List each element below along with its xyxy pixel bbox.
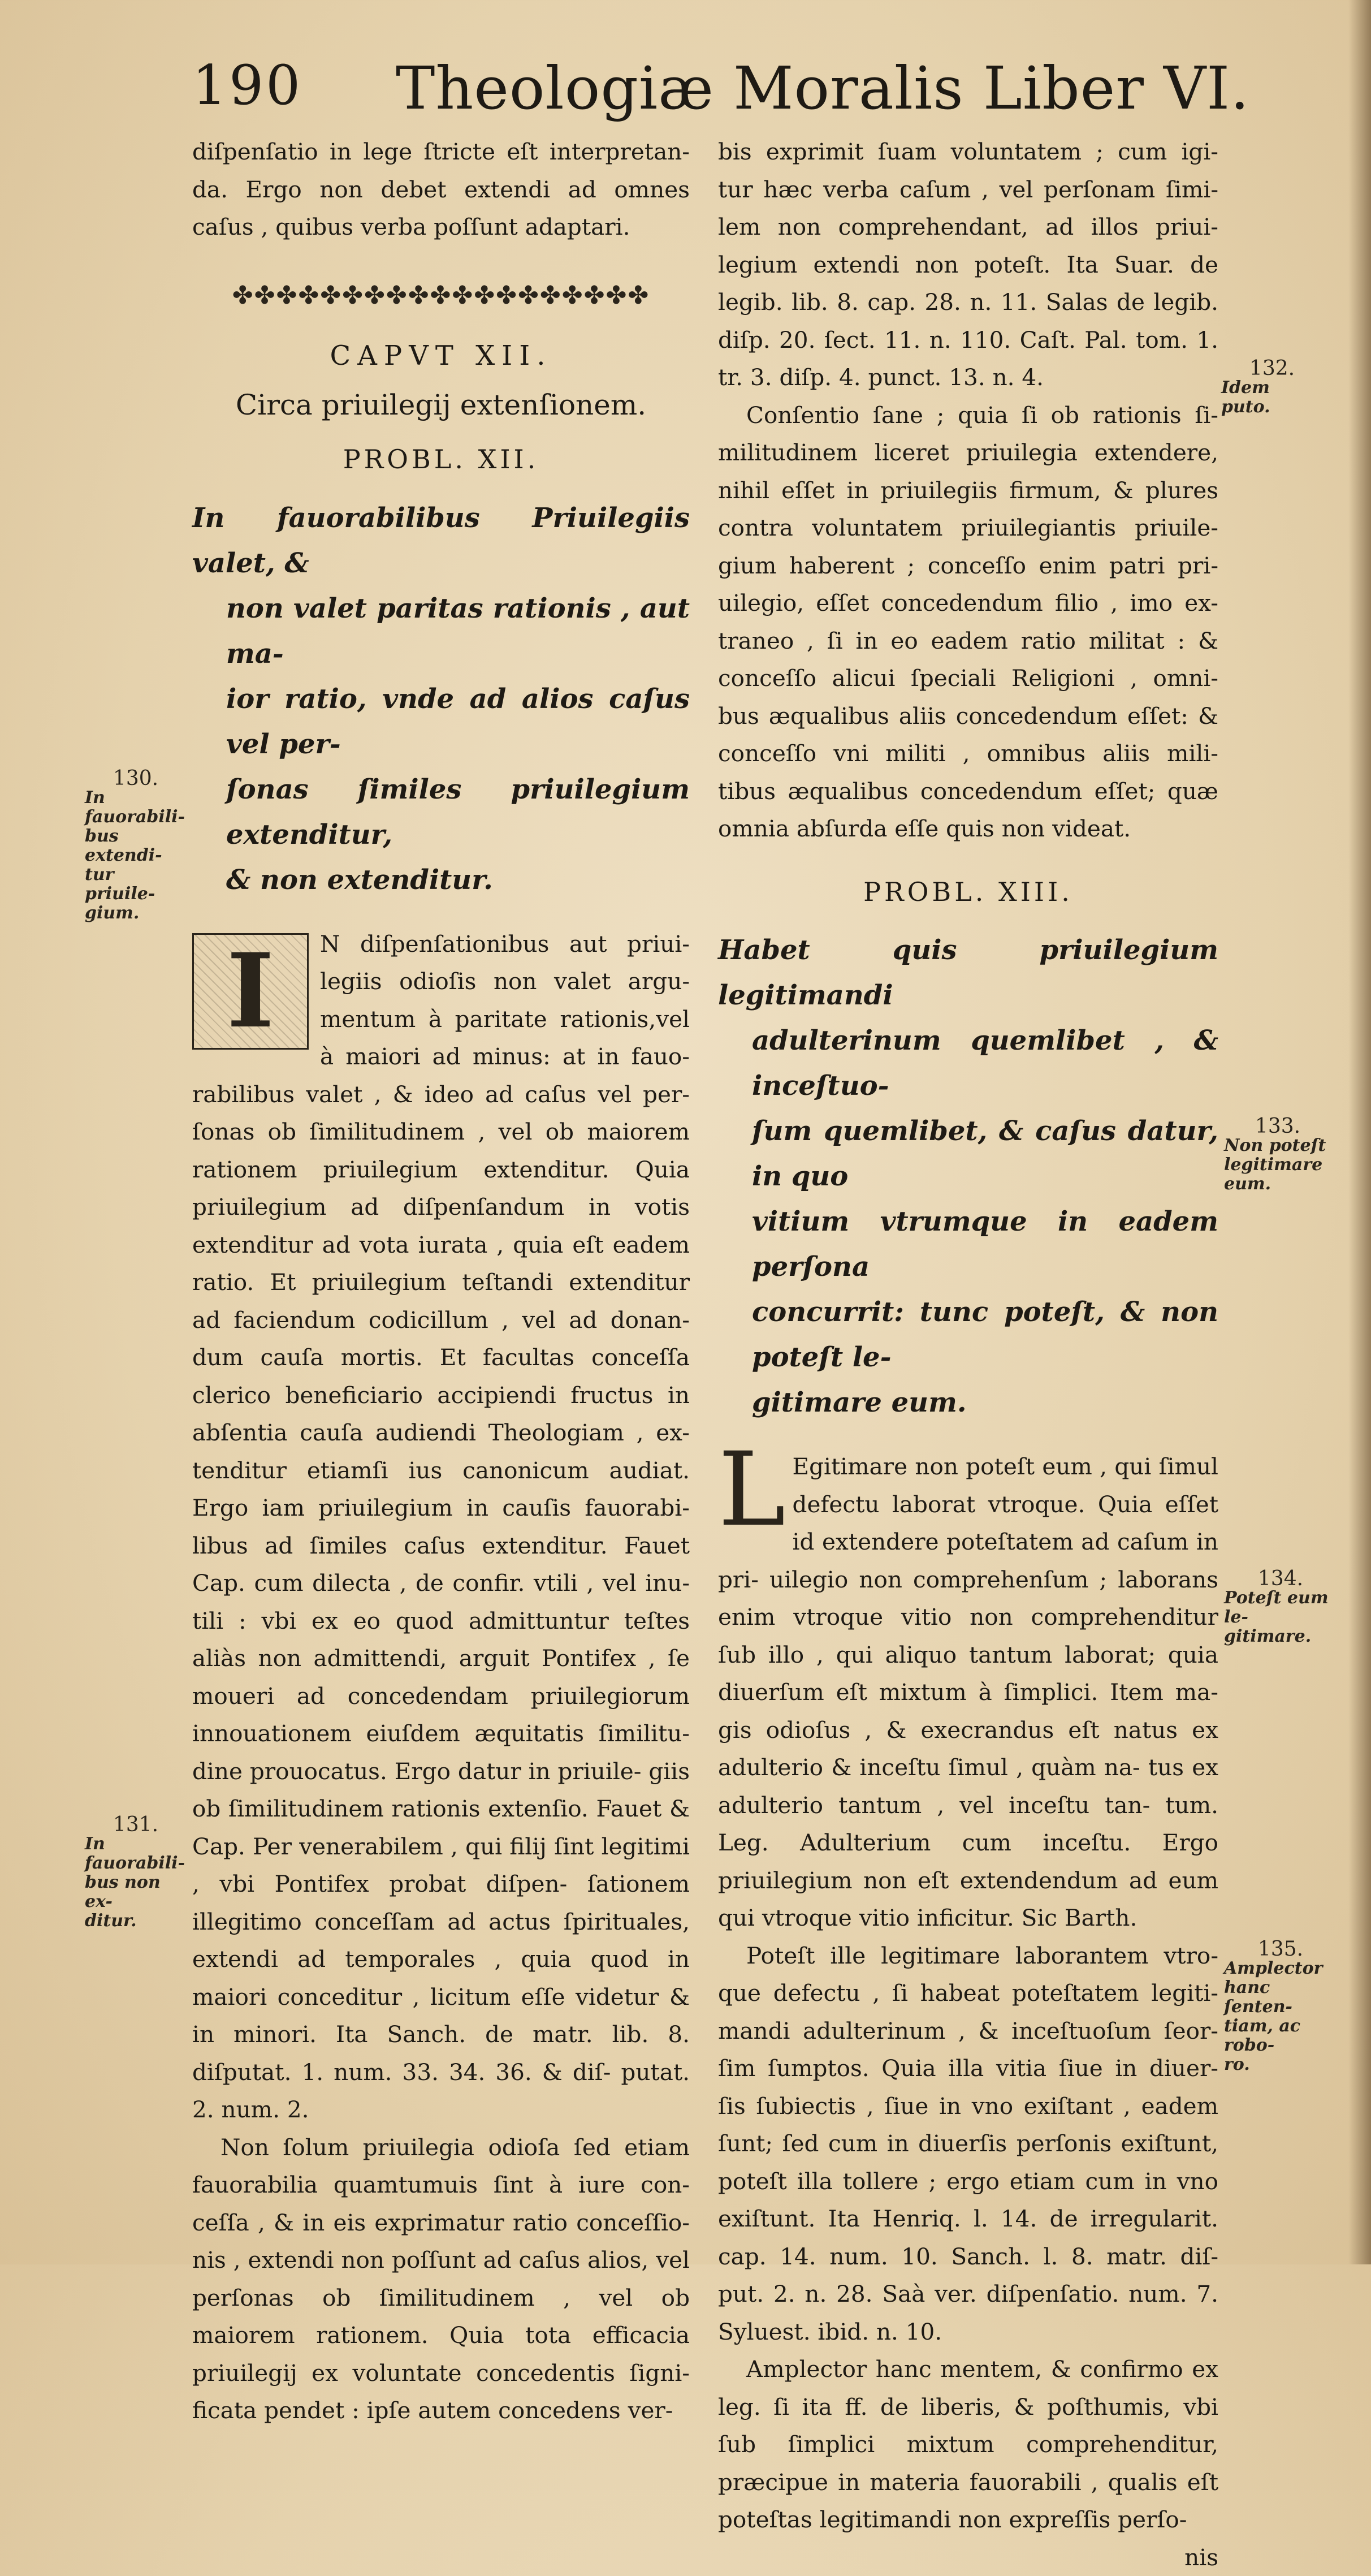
thesis-line: concurrit: tunc poteſt, & non poteſt le- — [718, 1289, 1218, 1380]
margin-note-line: bus extendi- — [85, 826, 162, 865]
text-line: Fauet & Cap. Per venerabilem , qui filij — [192, 1795, 690, 1860]
margin-note-line: hanc ſenten- — [1224, 1978, 1292, 2017]
text-line: tili : vbi ex eo quod admittuntur teſtes — [192, 1607, 690, 1634]
text-line: nihil eſſet in priuilegiis firmum, & plures — [718, 477, 1218, 504]
text-line: tibus æqualibus concedendum eſſet; quæ — [718, 778, 1218, 805]
text-line: ex leg. ſi ita ff. de liberis, & poſthumis, vbi — [718, 2355, 1218, 2420]
text-line: enim vtroque vitio non comprehenditur — [718, 1603, 1218, 1630]
text-line: Poteſt ille legitimare laborantem vtro- — [746, 1942, 1218, 1969]
margin-note-line: Poteſt eum le- — [1224, 1588, 1329, 1627]
text-line: bus æqualibus aliis concedendum eſſet: — [718, 702, 1188, 730]
text-line: bis exprimit ſuam voluntatem ; cum igi- — [718, 138, 1218, 165]
thesis-line: non valet paritas rationis , aut ma- — [192, 586, 690, 676]
text-line: gis odioſus , & execrandus eſt natus ex — [718, 1716, 1218, 1744]
margin-note-number: 132. — [1221, 359, 1323, 378]
thesis-line: ſonas ſimiles priuilegium extenditur, — [192, 767, 690, 857]
paragraph-132 — [718, 396, 1218, 848]
problem-heading: PROBL. XII. — [192, 441, 690, 478]
margin-note-number: 133. — [1224, 1117, 1331, 1136]
text-line: innouationem eiuſdem æquitatis ſimilitu- — [192, 1720, 690, 1747]
problem-heading: PROBL. XIII. — [718, 873, 1218, 911]
text-line: vel perſonas ob ſimilitudinem , vel ob — [192, 2246, 690, 2311]
margin-note-line: Non poteſt — [1224, 1136, 1326, 1155]
text-line: Amplector hanc mentem, & confirmo — [746, 2355, 1183, 2383]
text-line: mentum à paritate rationis,vel — [320, 1006, 690, 1033]
text-line: tus ex adulterio tantum , vel inceſtu tan- — [718, 1754, 1218, 1819]
margin-note-line: legitimare — [1224, 1155, 1322, 1175]
text-line: put. 2. n. 28. Saà ver. diſpenſatio. num. 7. — [718, 2280, 1218, 2307]
text-line: legiis odioſis non valet argu- — [320, 968, 690, 995]
text-line: conceſſo alicui ſpeciali Religioni , omni- — [718, 665, 1218, 692]
right-column — [718, 133, 1218, 2576]
text-line: putat. 2. num. 2. — [192, 2059, 690, 2124]
text-line: ficata pendet : ipſe autem concedens ver- — [192, 2397, 673, 2424]
text-line: rabilibus valet , & ideo ad caſus vel per- — [192, 1081, 690, 1108]
intro-paragraph — [192, 133, 690, 246]
text-line: omnia abſurda eſſe quis non videat. — [718, 815, 1131, 842]
text-line: diſp. 20. ſect. 11. n. 110. Caſt. Pal. tom. 1. — [718, 326, 1218, 353]
text-line: poteſtas legitimandi non expreſſis perſo- — [718, 2506, 1187, 2533]
text-line: mandi adulterinum , & inceſtuoſum ſeor- — [718, 2017, 1218, 2044]
text-line: Non ſolum priuilegia odioſa ſed etiam — [220, 2134, 690, 2161]
text-line: aliàs non admittendi, arguit Pontifex , ſe — [192, 1645, 690, 1672]
page-spine-shadow — [1348, 0, 1371, 2264]
chapter-heading: CAPVT XII. — [192, 337, 690, 375]
margin-note-line: bus non ex- — [85, 1872, 161, 1911]
catchword: nis — [718, 2539, 1218, 2576]
margin-note-130 — [85, 769, 187, 923]
text-line: ſis ſubiectis , ſiue in vno exiſtant , eadem — [718, 2092, 1218, 2120]
margin-note-line: ro. — [1224, 2055, 1250, 2074]
margin-note-line: gitimare. — [1224, 1626, 1311, 1646]
thesis-line: adulterinum quemlibet , & inceſtuo- — [718, 1018, 1218, 1108]
page-number: 190 — [192, 54, 302, 117]
text-line: dine prouocatus. Ergo datur in priuile- — [192, 1758, 641, 1785]
margin-note-line: eum. — [1224, 1174, 1271, 1194]
margin-note-line: In fauorabili- — [85, 1834, 185, 1873]
text-line: gium haberent ; conceſſo enim patri pri- — [718, 552, 1218, 579]
text-line: tr. 3. diſp. 4. punct. 13. n. 4. — [718, 364, 1044, 391]
text-line: ſpirituales, extendi ad temporales , quia — [192, 1908, 690, 1973]
margin-note-135 — [1224, 1940, 1337, 2074]
text-line: ratio. Et priuilegium teſtandi extenditur — [192, 1268, 690, 1296]
text-line: da. Ergo non debet extendi ad omnes — [192, 176, 690, 203]
text-line: Ergo iam priuilegium in cauſis fauorabi- — [192, 1494, 690, 1521]
paragraph-131 — [192, 2129, 690, 2430]
text-line: lem non comprehendant, ad illos priui- — [718, 213, 1218, 240]
text-line: diſpenſatio in lege ſtricte eſt interpretan- — [192, 138, 690, 165]
text-line: ſub illo , qui aliquo tantum laborat; quia — [718, 1641, 1218, 1668]
text-line: contra voluntatem priuilegiantis priuile- — [718, 514, 1218, 541]
text-line: tum. Leg. Adulterium cum inceſtu. Ergo — [718, 1792, 1218, 1857]
text-line: defectu laborat vtroque. Quia eſſet — [793, 1491, 1218, 1518]
text-line: priuilegium non eſt extendendum ad eum — [718, 1867, 1218, 1894]
thesis-line: In fauorabilibus Priuilegiis valet, & — [192, 495, 690, 586]
text-line: uilegio, eſſet concedendum filio , imo ex- — [718, 589, 1218, 616]
text-line: & conceſſo vni militi , omnibus aliis mili- — [718, 702, 1218, 767]
left-column — [192, 133, 690, 2430]
running-title: Theologiæ Moralis Liber VI. — [396, 54, 1249, 123]
thesis-line: ior ratio, vnde ad alios caſus vel per- — [192, 676, 690, 767]
text-line: Egitimare non poteſt eum , qui ſimul — [793, 1453, 1218, 1480]
thesis-line: Habet quis priuilegium legitimandi — [718, 927, 1218, 1018]
text-line: N diſpenſationibus aut priui- — [320, 930, 690, 957]
text-line: legib. lib. 8. cap. 28. n. 11. Salas de legib. — [718, 288, 1218, 316]
text-line: giis ob ſimilitudinem rationis extenſio. — [192, 1758, 690, 1823]
text-line: ſim ſumptos. Quia illa vitia ſiue in diuer- — [718, 2055, 1218, 2082]
margin-note-number: 134. — [1224, 1569, 1337, 1589]
text-line: clerico beneficiario accipiendi fructus in — [192, 1382, 690, 1409]
page-header — [192, 54, 1085, 127]
text-line: maiorem rationem. Quia tota efficacia — [192, 2322, 690, 2349]
text-line: præcipue in materia fauorabili , qualis eſt — [718, 2469, 1218, 2496]
paragraph-133 — [718, 1448, 1218, 1937]
text-line: exiſtunt. Ita Henriq. l. 14. de irregularit. — [718, 2205, 1218, 2232]
margin-note-number: 130. — [85, 769, 187, 788]
text-line: rationem priuilegium extenditur. Quia — [192, 1156, 690, 1183]
thesis-line: ſum quemlibet, & caſus datur, in quo — [718, 1108, 1218, 1199]
margin-note-number: 135. — [1224, 1940, 1337, 1959]
text-line: lib. 8. diſputat. 1. num. 33. 34. 36. & diſ- — [192, 2021, 690, 2086]
text-line: ſint legitimi , vbi Pontifex probat diſpen- — [192, 1833, 690, 1898]
text-line: à maiori ad minus: at in fauo- — [320, 1043, 690, 1070]
text-line: libus ad ſimiles caſus extenditur. Fauet — [192, 1532, 690, 1559]
text-line: uilegio non comprehenſum ; laborans — [769, 1566, 1218, 1593]
paragraph-continued — [718, 133, 1218, 396]
margin-note-line: tiam, ac robo- — [1224, 2016, 1300, 2055]
text-line: priuilegium ad diſpenſandum in votis — [192, 1193, 690, 1220]
margin-note-line: gium. — [85, 903, 139, 923]
text-line: qui vtroque vitio inficitur. Sic Barth. — [718, 1904, 1137, 1931]
margin-note-132 — [1221, 359, 1323, 417]
text-line: ad faciendum codicillum , vel ad donan- — [192, 1306, 690, 1334]
text-line: Conſentio ſane ; quia ſi ob rationis ſi- — [746, 402, 1218, 429]
text-line: id extendere poteſtatem ad caſum in pri- — [718, 1528, 1218, 1593]
text-line: cap. 14. num. 10. Sanch. l. 8. matr. diſ- — [718, 2243, 1218, 2270]
margin-note-131 — [85, 1815, 187, 1931]
text-line: ceſſa , & in eis exprimatur ratio conceſſio- — [192, 2209, 690, 2236]
thesis-line: & non extenditur. — [192, 857, 690, 903]
text-line: videtur & in minori. Ita Sanch. de matr. — [192, 1983, 690, 2048]
text-line: ſonas ob ſimilitudinem , vel ob maiorem — [192, 1118, 690, 1145]
text-line: ſunt; ſed cum in diuerſis perſonis exiſtunt, — [718, 2130, 1218, 2157]
thesis-line: vitium vtrumque in eadem perſona — [718, 1199, 1218, 1289]
text-line: legium extendi non poteſt. Ita Suar. de — [718, 251, 1218, 278]
paragraph-135 — [718, 2350, 1218, 2539]
paragraph-130 — [192, 925, 690, 2129]
text-line: que defectu , ſi habeat poteſtatem legiti- — [718, 1979, 1218, 2007]
problem-thesis — [192, 495, 690, 903]
text-line: extenditur ad vota iurata , quia eſt eadem — [192, 1231, 690, 1258]
text-line: caſus , quibus verba poſſunt adaptari. — [192, 213, 630, 240]
text-line: nis , extendi non poſſunt ad caſus alios, — [192, 2246, 648, 2273]
text-line: Cap. cum dilecta , de confir. vtili , vel inu- — [192, 1569, 690, 1596]
text-line: Syluest. ibid. n. 10. — [718, 2318, 942, 2345]
margin-note-133 — [1224, 1117, 1331, 1194]
text-line: tur hæc verba caſum , vel perſonam ſimi- — [718, 176, 1218, 203]
text-line: traneo , ſi in eo eadem ratio militat : & — [718, 627, 1218, 654]
margin-note-line: In fauorabili- — [85, 788, 185, 827]
text-line: abſentia cauſa audiendi Theologiam , ex- — [192, 1419, 690, 1446]
text-line: priuilegij ex voluntate concedentis ſigni- — [192, 2359, 690, 2387]
text-line: tenditur etiamſi ius canonicum audiat. — [192, 1457, 690, 1484]
thesis-line: gitimare eum. — [718, 1380, 1218, 1425]
text-line: poteſt illa tollere ; ergo etiam cum in vno — [718, 2168, 1218, 2195]
text-line: quod in maiori conceditur , licitum eſſe — [192, 1945, 690, 2010]
problem-thesis — [718, 927, 1218, 1425]
margin-note-line: Amplector — [1224, 1958, 1322, 1978]
chapter-title: Circa priuilegij extenſionem. — [192, 386, 690, 424]
text-line: militudinem liceret priuilegia extendere, — [718, 439, 1218, 466]
margin-note-line: ditur. — [85, 1911, 137, 1931]
text-line: adulterio & inceſtu ſimul , quàm na- — [718, 1754, 1140, 1781]
margin-note-line: Idem puto. — [1221, 378, 1270, 417]
text-line: diuerſum eſt mixtum à ſimplici. Item ma- — [718, 1679, 1218, 1706]
ornament-band: ✤✤✤✤✤✤✤✤✤✤✤✤✤✤✤✤✤✤✤ — [192, 277, 690, 315]
decorated-initial: I — [192, 933, 309, 1050]
text-line: ſationem illegitimo conceſſam ad actus — [192, 1870, 690, 1935]
text-line: fauorabilia quamtumuis ſint à iure con- — [192, 2171, 690, 2198]
paragraph-134 — [718, 1937, 1218, 2351]
text-line: moueri ad concedendam priuilegiorum — [192, 1682, 690, 1710]
text-line: dum cauſa mortis. Et facultas conceſſa — [192, 1344, 690, 1371]
margin-note-134 — [1224, 1569, 1337, 1646]
margin-note-number: 131. — [85, 1815, 187, 1835]
large-initial: L — [718, 1448, 786, 1533]
text-line: ſub ſimplici mixtum comprehenditur, — [718, 2431, 1218, 2458]
margin-note-line: tur priuile- — [85, 865, 155, 904]
